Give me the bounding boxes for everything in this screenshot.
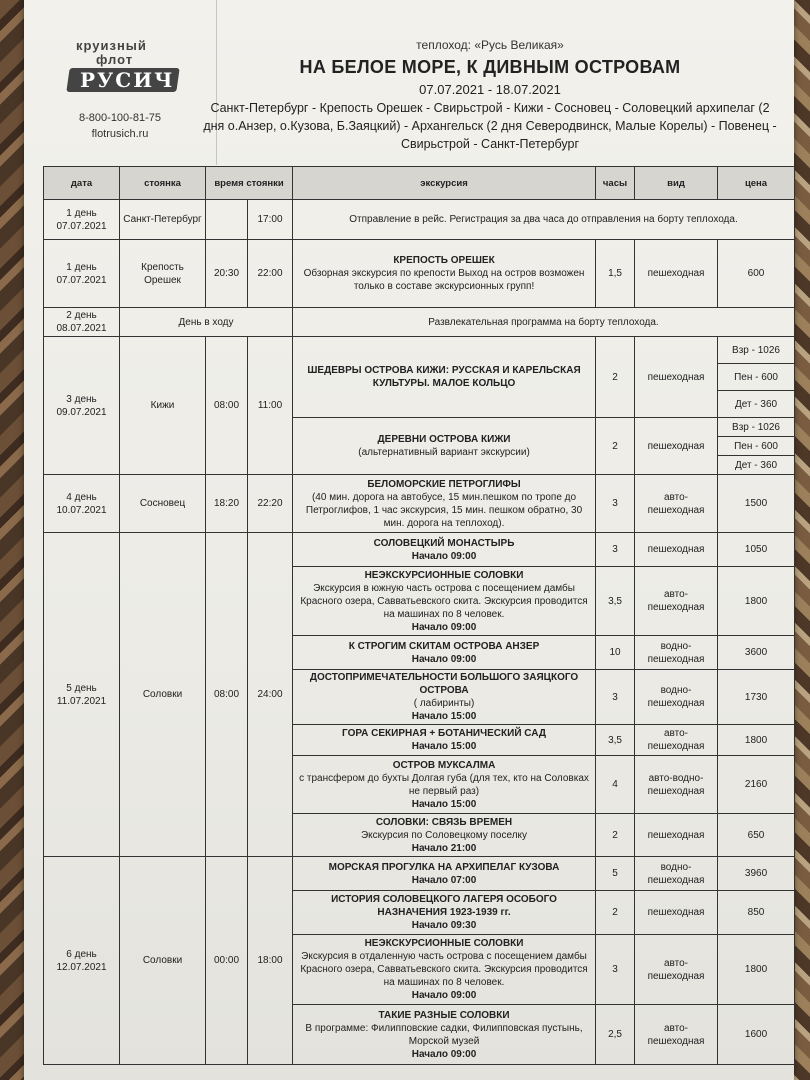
- excursion-type: авто-пешеходная: [635, 1005, 718, 1065]
- day-date: 3 день 09.07.2021: [44, 337, 120, 475]
- excursion-name: ИСТОРИЯ СОЛОВЕЦКОГО ЛАГЕРЯ ОСОБОГО НАЗНАЧЕНИЯ 1923-1939 гг.: [331, 894, 557, 918]
- excursion-hours: 4: [596, 756, 635, 814]
- excursion-start-time: Начало 15:00: [411, 711, 477, 722]
- table-row: [44, 308, 795, 337]
- excursion-type: авто-пешеходная: [635, 567, 718, 636]
- stop-name: Кижи: [120, 337, 206, 475]
- excursion-price: Пен - 600: [718, 364, 795, 391]
- table-row: [44, 475, 795, 533]
- excursion-hours: 1,5: [596, 240, 635, 308]
- arrival-time: [206, 200, 248, 240]
- excursion-price: Пен - 600: [718, 437, 795, 456]
- departure-time: 22:00: [248, 240, 293, 308]
- excursion-hours: 3,5: [596, 567, 635, 636]
- excursion-name: К СТРОГИМ СКИТАМ ОСТРОВА АНЗЕР: [348, 640, 540, 652]
- excursion-price: 2160: [718, 756, 795, 814]
- excursion-price: Взр - 1026: [718, 418, 795, 437]
- table-row: [44, 337, 795, 364]
- excursion-description: Обзорная экскурсия по крепости Выход на остров возможен только в составе экскурсионных групп!: [303, 268, 585, 292]
- excursion-price: 3960: [718, 857, 795, 891]
- stop-name: Соловки: [120, 857, 206, 1065]
- excursion-cell: [293, 475, 596, 533]
- excursion-name: КРЕПОСТЬ ОРЕШЕК: [393, 255, 495, 266]
- excursion-hours: 2: [596, 418, 635, 475]
- page-title: НА БЕЛОЕ МОРЕ, К ДИВНЫМ ОСТРОВАМ: [299, 57, 681, 77]
- excursion-hours: 2,5: [596, 1005, 635, 1065]
- excursion-cell: [293, 533, 596, 567]
- excursion-cell: [293, 891, 596, 935]
- excursion-price: Дет - 360: [718, 456, 795, 475]
- excursion-hours: 3: [596, 533, 635, 567]
- excursion-price: 1800: [718, 935, 795, 1005]
- excursion-cell: [293, 337, 596, 418]
- excursion-description: (40 мин. дорога на автобусе, 15 мин.пешком по тропе до Петроглифов, 1 час экскурсия, 15 мин. пешком обратно, 30 мин. дорога на теплоход).: [305, 491, 583, 529]
- stop-name: Санкт-Петербург: [120, 200, 206, 240]
- excursion-start-time: Начало 09:00: [411, 990, 477, 1001]
- contact-site: flotrusich.ru: [91, 128, 149, 140]
- excursion-hours: 3,5: [596, 725, 635, 756]
- day-date: 1 день 07.07.2021: [44, 200, 120, 240]
- departure-time: 18:00: [248, 857, 293, 1065]
- schedule-table: [43, 166, 795, 1065]
- excursion-cell: [293, 670, 596, 725]
- excursion-description: (альтернативный вариант экскурсии): [358, 447, 530, 458]
- page-header: [200, 38, 780, 153]
- excursion-price: 1730: [718, 670, 795, 725]
- arrival-time: 20:30: [206, 240, 248, 308]
- table-body: [44, 200, 795, 1065]
- excursion-start-time: Начало 09:00: [411, 653, 477, 665]
- arrival-time: 08:00: [206, 337, 248, 475]
- excursion-name: БЕЛОМОРСКИЕ ПЕТРОГЛИФЫ: [367, 478, 521, 490]
- departure-time: 11:00: [248, 337, 293, 475]
- col-header-date: дата: [44, 167, 120, 200]
- excursion-description: с трансфером до бухты Долгая губа (для тех, кто на Соловках не первый раз): [299, 772, 589, 797]
- col-header-excursion: экскурсия: [293, 167, 596, 200]
- day-date: 5 день 11.07.2021: [44, 533, 120, 857]
- excursion-description: Экскурсия в отдаленную часть острова с посещением дамбы Красного озера, Савватьевского скита. Экскурсия проводится на машинах по 8 человек.: [300, 951, 588, 988]
- excursion-price: 1800: [718, 725, 795, 756]
- ship-name: теплоход: «Русь Великая»: [416, 38, 564, 52]
- excursion-type: пешеходная: [635, 418, 718, 475]
- excursion-hours: 10: [596, 636, 635, 670]
- excursion-cell: [293, 418, 596, 475]
- excursion-price: 850: [718, 891, 795, 935]
- excursion-start-time: Начало 21:00: [411, 842, 477, 854]
- excursion-type: пешеходная: [635, 814, 718, 857]
- contact-phone: 8-800-100-81-75: [79, 112, 161, 124]
- day-date: 4 день 10.07.2021: [44, 475, 120, 533]
- excursion-type: пешеходная: [635, 337, 718, 418]
- day-date: 2 день 08.07.2021: [44, 308, 120, 337]
- excursion-price: 1050: [718, 533, 795, 567]
- departure-time: 24:00: [248, 533, 293, 857]
- departure-time: 17:00: [248, 200, 293, 240]
- excursion-name: НЕЭКСКУРСИОННЫЕ СОЛОВКИ: [364, 569, 524, 581]
- excursion-name: ДОСТОПРИМЕЧАТЕЛЬНОСТИ БОЛЬШОГО ЗАЯЦКОГО ОСТРОВА: [309, 672, 579, 696]
- excursion-type: авто-пешеходная: [635, 935, 718, 1005]
- excursion-name: ГОРА СЕКИРНАЯ + БОТАНИЧЕСКИЙ САД: [342, 728, 546, 739]
- excursion-start-time: Начало 15:00: [411, 741, 477, 752]
- day-date: 6 день 12.07.2021: [44, 857, 120, 1065]
- cruise-route: Санкт-Петербург - Крепость Орешек - Свирьстрой - Кижи - Сосновец - Соловецкий архипелаг (2 дня о.Анзер, о.Кузова, Б.Заяцкий) - Архангельск (2 дня Северодвинск, Малые Корелы) - Повенец - Свирьстрой - Санкт-Петербург: [203, 101, 777, 151]
- excursion-cell: [293, 935, 596, 1005]
- stop-name: Сосновец: [120, 475, 206, 533]
- col-header-hours: часы: [596, 167, 635, 200]
- logo-line2: флот: [96, 52, 134, 67]
- excursion-description: Экскурсия по Соловецкому поселку: [360, 829, 528, 841]
- excursion-name: ТАКИЕ РАЗНЫЕ СОЛОВКИ: [378, 1009, 510, 1021]
- excursion-description: Экскурсия в южную часть острова с посещением дамбы Красного озера, Савватьевского скита. Экскурсия проводится на машинах по 8 человек.: [300, 582, 588, 620]
- excursion-cell: [293, 857, 596, 891]
- excursion-price: 1600: [718, 1005, 795, 1065]
- cruise-dates: 07.07.2021 - 18.07.2021: [419, 82, 561, 97]
- excursion-start-time: Начало 09:30: [411, 920, 477, 931]
- excursion-hours: 2: [596, 337, 635, 418]
- excursion-start-time: Начало 09:00: [411, 550, 477, 562]
- excursion-type: авто-пешеходная: [635, 475, 718, 533]
- excursion-cell: [293, 756, 596, 814]
- excursion-name: СОЛОВЕЦКИЙ МОНАСТЫРЬ: [373, 537, 515, 549]
- excursion-name: ДЕРЕВНИ ОСТРОВА КИЖИ: [377, 434, 511, 445]
- excursion-cell: [293, 567, 596, 636]
- excursion-type: авто-водно-пешеходная: [635, 756, 718, 814]
- excursion-type: пешеходная: [635, 891, 718, 935]
- excursion-cell: [293, 636, 596, 670]
- stop-name: Соловки: [120, 533, 206, 857]
- excursion-hours: 3: [596, 935, 635, 1005]
- excursion-description: В программе: Филипповские садки, Филипповская пустынь, Морской музей: [305, 1022, 583, 1047]
- excursion-cell: [293, 725, 596, 756]
- excursion-type: пешеходная: [635, 533, 718, 567]
- excursion-start-time: Начало 09:00: [411, 1048, 477, 1060]
- arrival-time: 00:00: [206, 857, 248, 1065]
- excursion-price: 1800: [718, 567, 795, 636]
- arrival-time: 18:20: [206, 475, 248, 533]
- table-row: [44, 857, 795, 891]
- excursion-price: 3600: [718, 636, 795, 670]
- excursion-start-time: Начало 07:00: [411, 874, 477, 886]
- excursion-hours: 3: [596, 670, 635, 725]
- day-date: 1 день 07.07.2021: [44, 240, 120, 308]
- excursion-price: Дет - 360: [718, 391, 795, 418]
- excursion-start-time: Начало 15:00: [411, 798, 477, 810]
- excursion-hours: 2: [596, 814, 635, 857]
- logo-brand: РУСИЧ: [80, 68, 175, 92]
- excursion-cell: [293, 240, 596, 308]
- arrival-time: 08:00: [206, 533, 248, 857]
- col-header-type: вид: [635, 167, 718, 200]
- col-header-time: время стоянки: [206, 167, 293, 200]
- table-header-row: [44, 167, 795, 200]
- departure-time: 22:20: [248, 475, 293, 533]
- col-header-stop: стоянка: [120, 167, 206, 200]
- excursion-price: 650: [718, 814, 795, 857]
- excursion-start-time: Начало 09:00: [411, 621, 477, 633]
- excursion-hours: 3: [596, 475, 635, 533]
- excursion-description: ( лабиринты): [413, 698, 475, 709]
- excursion-name: МОРСКАЯ ПРОГУЛКА НА АРХИПЕЛАГ КУЗОВА: [328, 861, 560, 873]
- stop-name: День в ходу: [120, 308, 293, 337]
- logo-line1: круизный: [76, 38, 147, 53]
- excursion-cell: [293, 1005, 596, 1065]
- excursion-type: водно-пешеходная: [635, 857, 718, 891]
- day-note: Отправление в рейс. Регистрация за два часа до отправления на борту теплохода.: [293, 200, 795, 240]
- excursion-price: 600: [718, 240, 795, 308]
- excursion-hours: 5: [596, 857, 635, 891]
- excursion-name: НЕЭКСКУРСИОННЫЕ СОЛОВКИ: [364, 938, 524, 949]
- table-row: [44, 200, 795, 240]
- excursion-type: водно-пешеходная: [635, 636, 718, 670]
- day-note: Развлекательная программа на борту теплохода.: [293, 308, 795, 337]
- excursion-type: авто-пешеходная: [635, 725, 718, 756]
- excursion-hours: 2: [596, 891, 635, 935]
- excursion-type: водно-пешеходная: [635, 670, 718, 725]
- excursion-name: ОСТРОВ МУКСАЛМА: [392, 759, 496, 771]
- company-logo: [62, 38, 182, 100]
- excursion-price: 1500: [718, 475, 795, 533]
- excursion-name: ШЕДЕВРЫ ОСТРОВА КИЖИ: РУССКАЯ И КАРЕЛЬСКАЯ КУЛЬТУРЫ. МАЛОЕ КОЛЬЦО: [307, 365, 581, 389]
- excursion-cell: [293, 814, 596, 857]
- excursion-name: СОЛОВКИ: СВЯЗЬ ВРЕМЕН: [375, 816, 513, 828]
- stop-name: Крепость Орешек: [120, 240, 206, 308]
- table-row: [44, 240, 795, 308]
- table-row: [44, 533, 795, 567]
- excursion-type: пешеходная: [635, 240, 718, 308]
- col-header-price: цена: [718, 167, 795, 200]
- excursion-price: Взр - 1026: [718, 337, 795, 364]
